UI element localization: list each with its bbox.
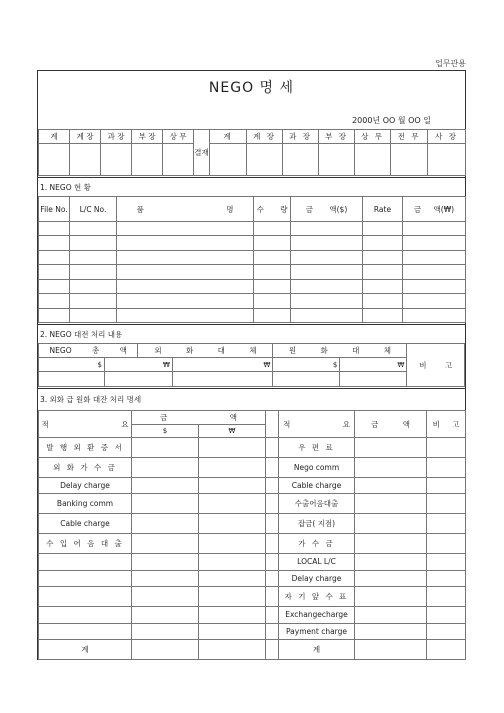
s1-cell[interactable] <box>291 308 363 322</box>
s1-header-usd: 금 액($) <box>291 197 363 222</box>
s3-spacer <box>266 570 279 587</box>
s3-cell[interactable] <box>355 553 427 570</box>
s3-spacer <box>266 623 279 640</box>
s3-spacer <box>266 534 279 554</box>
s1-cell[interactable] <box>39 279 70 293</box>
s3-cell[interactable] <box>427 570 466 587</box>
approval-right-3: 부 장 <box>319 130 355 144</box>
s3-cell[interactable] <box>199 534 266 554</box>
s1-cell[interactable] <box>403 308 466 322</box>
s3-spacer <box>266 606 279 623</box>
s3-cell[interactable] <box>132 623 199 640</box>
s3-cell[interactable] <box>427 438 466 458</box>
s3-right-item: LOCAL L/C <box>279 553 355 570</box>
s3-cell[interactable] <box>427 494 466 514</box>
sign-cell[interactable] <box>101 144 132 176</box>
s1-header-file-no: File No. <box>39 197 70 222</box>
s3-cell[interactable] <box>355 438 427 458</box>
s3-cell[interactable] <box>199 587 266 607</box>
s3-cell[interactable] <box>199 457 266 477</box>
s1-cell[interactable] <box>291 279 363 293</box>
s3-cell[interactable] <box>199 438 266 458</box>
s1-cell[interactable] <box>403 250 466 264</box>
sign-cell[interactable] <box>39 144 70 176</box>
s3-right-item: Payment charge <box>279 623 355 640</box>
s3-header-desc2: 적 요 <box>279 411 355 438</box>
divider <box>38 324 465 325</box>
s2-cell[interactable] <box>104 372 172 387</box>
s3-cell[interactable] <box>132 640 199 660</box>
nego-statement-form <box>37 70 466 660</box>
s3-cell[interactable] <box>132 587 199 607</box>
s2-currency-krw: ₩ <box>340 358 407 372</box>
s3-header-amount2: 금 액 <box>355 411 427 438</box>
s3-right-item: 우 편 료 <box>279 438 355 458</box>
s3-spacer <box>266 640 279 660</box>
s2-header-note: 비 고 <box>407 344 465 387</box>
sign-cell[interactable] <box>163 144 194 176</box>
approval-right-2: 과 장 <box>283 130 319 144</box>
approval-right-6: 사 장 <box>428 130 466 144</box>
s3-cell[interactable] <box>427 640 466 660</box>
s3-cell[interactable] <box>427 553 466 570</box>
s3-cell[interactable] <box>355 623 427 640</box>
s2-cell[interactable] <box>273 372 340 387</box>
approval-table <box>38 129 466 176</box>
s1-cell[interactable] <box>363 265 403 279</box>
divider <box>38 177 465 178</box>
s3-left-item: Delay charge <box>39 477 132 494</box>
sign-cell[interactable] <box>428 144 466 176</box>
s2-currency-usd: $ <box>273 358 340 372</box>
s3-left-item <box>39 587 132 607</box>
s3-left-item <box>39 623 132 640</box>
s3-header-won: ₩ <box>199 425 266 438</box>
s3-spacer <box>266 494 279 514</box>
s3-cell[interactable] <box>132 534 199 554</box>
s3-cell[interactable] <box>355 534 427 554</box>
s1-cell[interactable] <box>117 308 254 322</box>
s3-cell[interactable] <box>427 606 466 623</box>
s1-cell[interactable] <box>291 265 363 279</box>
s1-cell[interactable] <box>39 265 70 279</box>
s1-cell[interactable] <box>403 222 466 236</box>
s3-right-item: Exchangecharge <box>279 606 355 623</box>
s1-cell[interactable] <box>70 236 117 250</box>
s1-cell[interactable] <box>254 250 291 264</box>
s3-left-item: 발 행 외 환 증 서 <box>39 438 132 458</box>
s3-header-amount: 금 액 <box>132 411 266 425</box>
sign-cell[interactable] <box>70 144 101 176</box>
s1-cell[interactable] <box>363 222 403 236</box>
approval-mid: 결재 <box>194 130 210 176</box>
s1-cell[interactable] <box>70 279 117 293</box>
sign-cell[interactable] <box>210 144 247 176</box>
page-title: NEGO 명 세 <box>208 80 295 96</box>
s1-cell[interactable] <box>363 236 403 250</box>
s1-cell[interactable] <box>363 250 403 264</box>
s3-spacer <box>266 514 279 534</box>
s1-cell[interactable] <box>254 222 291 236</box>
s3-cell[interactable] <box>199 623 266 640</box>
s1-cell[interactable] <box>39 294 70 308</box>
s3-cell[interactable] <box>355 640 427 660</box>
s2-cell[interactable] <box>340 372 407 387</box>
s1-cell[interactable] <box>403 294 466 308</box>
s1-cell[interactable] <box>403 279 466 293</box>
s2-cell[interactable] <box>172 372 272 387</box>
s1-cell[interactable] <box>39 222 70 236</box>
s1-cell[interactable] <box>117 294 254 308</box>
s1-header-krw: 금 액(₩) <box>403 197 466 222</box>
s1-cell[interactable] <box>117 265 254 279</box>
s1-cell[interactable] <box>403 265 466 279</box>
s3-header-desc: 적 요 <box>39 411 132 438</box>
s3-left-item <box>39 553 132 570</box>
s3-left-item: Banking comm <box>39 494 132 514</box>
sign-cell[interactable] <box>247 144 283 176</box>
s3-header-note: 비 고 <box>427 411 466 438</box>
s1-cell[interactable] <box>363 279 403 293</box>
s1-cell[interactable] <box>363 294 403 308</box>
s3-cell[interactable] <box>132 514 199 534</box>
s3-cell[interactable] <box>132 457 199 477</box>
s1-cell[interactable] <box>39 250 70 264</box>
section3-title: 3. 외화 급 원화 대잔 처리 명세 <box>40 395 142 404</box>
fx-krw-detail-table <box>38 410 466 660</box>
s2-header-fx-transfer: 외 화 대 체 <box>138 344 273 358</box>
s1-cell[interactable] <box>70 294 117 308</box>
s2-header-krw-transfer: 원 화 대 체 <box>273 344 407 358</box>
nego-processing-table <box>38 343 465 387</box>
s3-cell[interactable] <box>427 457 466 477</box>
s3-cell[interactable] <box>199 570 266 587</box>
s3-cell[interactable] <box>355 514 427 534</box>
s1-cell[interactable] <box>117 279 254 293</box>
s3-cell[interactable] <box>427 534 466 554</box>
s1-cell[interactable] <box>70 265 117 279</box>
s1-cell[interactable] <box>291 222 363 236</box>
s1-header-item: 품 명 <box>117 197 254 222</box>
s3-spacer <box>266 553 279 570</box>
s1-cell[interactable] <box>363 308 403 322</box>
s1-cell[interactable] <box>291 294 363 308</box>
s3-cell[interactable] <box>355 457 427 477</box>
s3-total-left: 계 <box>39 640 132 660</box>
s3-cell[interactable] <box>355 606 427 623</box>
s3-right-item: Delay charge <box>279 570 355 587</box>
s3-cell[interactable] <box>199 640 266 660</box>
s3-cell[interactable] <box>355 477 427 494</box>
s3-cell[interactable] <box>132 606 199 623</box>
s3-cell[interactable] <box>132 494 199 514</box>
s3-spacer <box>266 411 279 438</box>
s3-cell[interactable] <box>427 623 466 640</box>
section2-title: 2. NEGO 대전 처리 내용 <box>40 330 123 339</box>
s1-cell[interactable] <box>70 250 117 264</box>
s1-cell[interactable] <box>39 308 70 322</box>
divider <box>38 388 465 389</box>
s2-cell[interactable] <box>39 372 105 387</box>
date-line: 2000년 OO 월 OO 일 <box>352 116 431 125</box>
s1-header-rate: Rate <box>363 197 403 222</box>
approval-right-0: 계 <box>210 130 247 144</box>
s1-cell[interactable] <box>254 236 291 250</box>
s1-cell[interactable] <box>70 308 117 322</box>
s1-cell[interactable] <box>117 236 254 250</box>
s1-cell[interactable] <box>291 250 363 264</box>
s3-right-item: 자 기 앞 수 표 <box>279 587 355 607</box>
s1-cell[interactable] <box>254 279 291 293</box>
s1-cell[interactable] <box>403 236 466 250</box>
section1-title: 1. NEGO 현 황 <box>40 183 91 192</box>
s1-header-lc-no: L/C No. <box>70 197 117 222</box>
s3-cell[interactable] <box>199 514 266 534</box>
s3-right-item: Cable charge <box>279 477 355 494</box>
s3-spacer <box>266 477 279 494</box>
s3-left-item: 외 화 가 수 금 <box>39 457 132 477</box>
approval-left-3: 부 장 <box>132 130 163 144</box>
s3-right-item: 가 수 금 <box>279 534 355 554</box>
nego-status-table <box>38 196 466 323</box>
s1-cell[interactable] <box>254 294 291 308</box>
s1-cell[interactable] <box>254 265 291 279</box>
s2-currency-usd: $ <box>39 358 105 372</box>
approval-left-0: 계 <box>39 130 70 144</box>
s3-cell[interactable] <box>199 606 266 623</box>
approval-left-4: 상 무 <box>163 130 194 144</box>
s1-cell[interactable] <box>70 222 117 236</box>
approval-left-1: 계 장 <box>70 130 101 144</box>
s3-right-item: Nego comm <box>279 457 355 477</box>
s3-cell[interactable] <box>132 438 199 458</box>
s3-cell[interactable] <box>355 494 427 514</box>
s3-left-item <box>39 606 132 623</box>
s2-currency-krw: ₩ <box>104 358 172 372</box>
s3-spacer <box>266 438 279 458</box>
s3-cell[interactable] <box>199 477 266 494</box>
s1-cell[interactable] <box>117 222 254 236</box>
sign-cell[interactable] <box>132 144 163 176</box>
s3-spacer <box>266 587 279 607</box>
s2-currency-krw: ₩ <box>172 358 272 372</box>
s3-cell[interactable] <box>199 494 266 514</box>
approval-left-2: 과 장 <box>101 130 132 144</box>
s3-cell[interactable] <box>132 570 199 587</box>
s3-right-item: 잡금( 지점) <box>279 514 355 534</box>
sign-cell[interactable] <box>283 144 319 176</box>
s3-cell[interactable] <box>427 477 466 494</box>
sign-cell[interactable] <box>355 144 391 176</box>
s3-cell[interactable] <box>355 587 427 607</box>
s3-spacer <box>266 457 279 477</box>
s3-left-item: 수 입 어 음 대 출 <box>39 534 132 554</box>
s3-right-item: 수출어음대출 <box>279 494 355 514</box>
s1-header-qty: 수 량 <box>254 197 291 222</box>
approval-right-1: 계 장 <box>247 130 283 144</box>
s3-cell[interactable] <box>132 553 199 570</box>
sign-cell[interactable] <box>391 144 428 176</box>
s1-cell[interactable] <box>39 236 70 250</box>
s3-cell[interactable] <box>427 587 466 607</box>
s3-cell[interactable] <box>132 477 199 494</box>
sign-cell[interactable] <box>319 144 355 176</box>
s3-total-right: 계 <box>279 640 355 660</box>
s3-left-item <box>39 570 132 587</box>
approval-right-5: 전 무 <box>391 130 428 144</box>
s1-cell[interactable] <box>291 236 363 250</box>
approval-right-4: 상 무 <box>355 130 391 144</box>
s3-cell[interactable] <box>355 570 427 587</box>
usage-label: 업무관용 <box>435 59 466 68</box>
s3-cell[interactable] <box>427 514 466 534</box>
s3-left-item: Cable charge <box>39 514 132 534</box>
s2-header-nego-total: NEGO 총 액 <box>39 344 138 358</box>
s3-cell[interactable] <box>199 553 266 570</box>
s3-header-dollar: $ <box>132 425 199 438</box>
s1-cell[interactable] <box>254 308 291 322</box>
s1-cell[interactable] <box>117 250 254 264</box>
